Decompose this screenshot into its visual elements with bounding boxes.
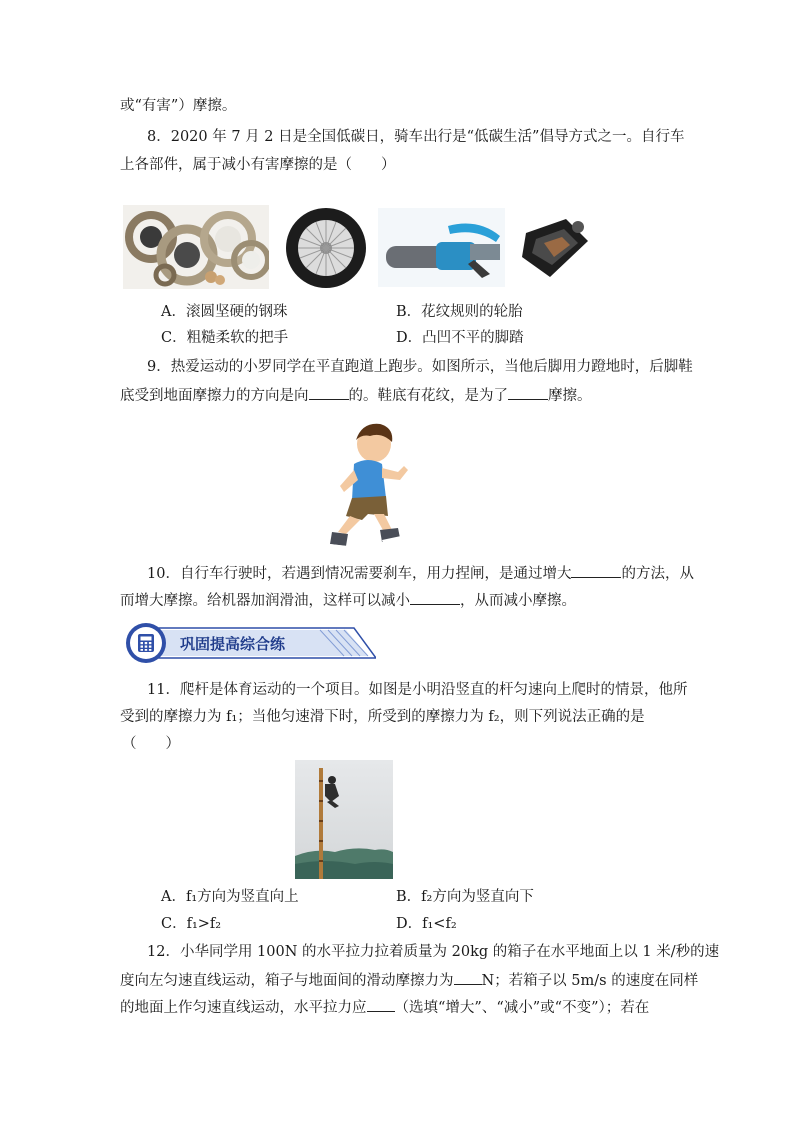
q9-text-3: 摩擦。 [548, 388, 592, 404]
question-11-line-2: 受到的摩擦力为 f₁；当他匀速滑下时，所受到的摩擦力为 f₂，则下列说法正确的是 [120, 709, 645, 725]
q10-text-1: 10．自行车行驶时，若遇到情况需要刹车，用力捏闸，是通过增大 [147, 566, 572, 582]
q9-text-2: 的。鞋底有花纹，是为了 [348, 388, 508, 404]
question-12-line-3 [120, 997, 649, 1018]
q9-text-1: 底受到地面摩擦力的方向是向 [120, 388, 309, 404]
option-8b: B．花纹规则的轮胎 [396, 304, 523, 320]
question-10-line-2 [120, 590, 576, 611]
question-9-line-2 [120, 385, 592, 406]
pole-climbing-image [295, 760, 393, 879]
option-11a: A．f₁方向为竖直向上 [161, 889, 299, 905]
option-11b: B．f₂方向为竖直向下 [396, 889, 534, 905]
option-8a: A．滚圆坚硬的钢珠 [161, 304, 288, 320]
section-title: 巩固提高综合练 [180, 635, 286, 653]
ball-bearings-image [123, 205, 269, 289]
question-9-line-1: 9．热爱运动的小罗同学在平直跑道上跑步。如图所示，当他后脚用力蹬地时，后脚鞋 [147, 359, 693, 375]
q10-text-3: 而增大摩擦。给机器加润滑油，这样可以减小 [120, 593, 410, 609]
option-8d: D．凸凹不平的脚踏 [396, 330, 524, 346]
question-8-line-2: 上各部件，属于减小有害摩擦的是（ ） [120, 157, 396, 173]
q12-text-3: 的地面上作匀速直线运动，水平拉力应 [120, 1000, 367, 1016]
running-boy-image [312, 420, 412, 552]
question-12-line-1: 12．小华同学用 100N 的水平拉力拉着质量为 20kg 的箱子在水平地面上以 1 米/秒的速 [147, 944, 720, 960]
tire-image [279, 205, 371, 291]
answer-blank[interactable] [508, 385, 548, 400]
question-11-line-3: （ ） [122, 736, 180, 752]
answer-blank[interactable] [309, 385, 349, 400]
text-line: 或“有害”）摩擦。 [120, 98, 237, 114]
q10-text-2: 的方法，从 [621, 566, 694, 582]
q12-text-4: （选填“增大”、“减小”或“不变”）；若在 [394, 1000, 650, 1016]
calculator-icon [136, 633, 156, 653]
option-11d: D．f₁<f₂ [396, 916, 457, 932]
question-10-line-1 [147, 563, 694, 584]
answer-blank[interactable] [410, 590, 460, 605]
option-11c: C．f₁>f₂ [161, 916, 222, 932]
question-12-line-2 [120, 970, 698, 991]
answer-blank[interactable] [367, 997, 395, 1012]
q12-text-1: 度向左匀速直线运动，箱子与地面间的滑动摩擦力为 [120, 973, 454, 989]
q12-text-2: N；若箱子以 5m/s 的速度在同样 [481, 973, 699, 989]
question-8-line-1: 8．2020 年 7 月 2 日是全国低碳日，骑车出行是“低碳生活”倡导方式之一。自行车 [147, 129, 685, 145]
answer-blank[interactable] [571, 563, 621, 578]
answer-blank[interactable] [454, 970, 482, 985]
question-11-line-1: 11．爬杆是体育运动的一个项目。如图是小明沿竖直的杆匀速向上爬时的情景，他所 [147, 682, 688, 698]
pedal-image [516, 211, 594, 286]
option-8c: C．粗糙柔软的把手 [161, 330, 289, 346]
q10-text-4: ，从而减小摩擦。 [460, 593, 576, 609]
handlebar-grip-image [378, 208, 505, 287]
